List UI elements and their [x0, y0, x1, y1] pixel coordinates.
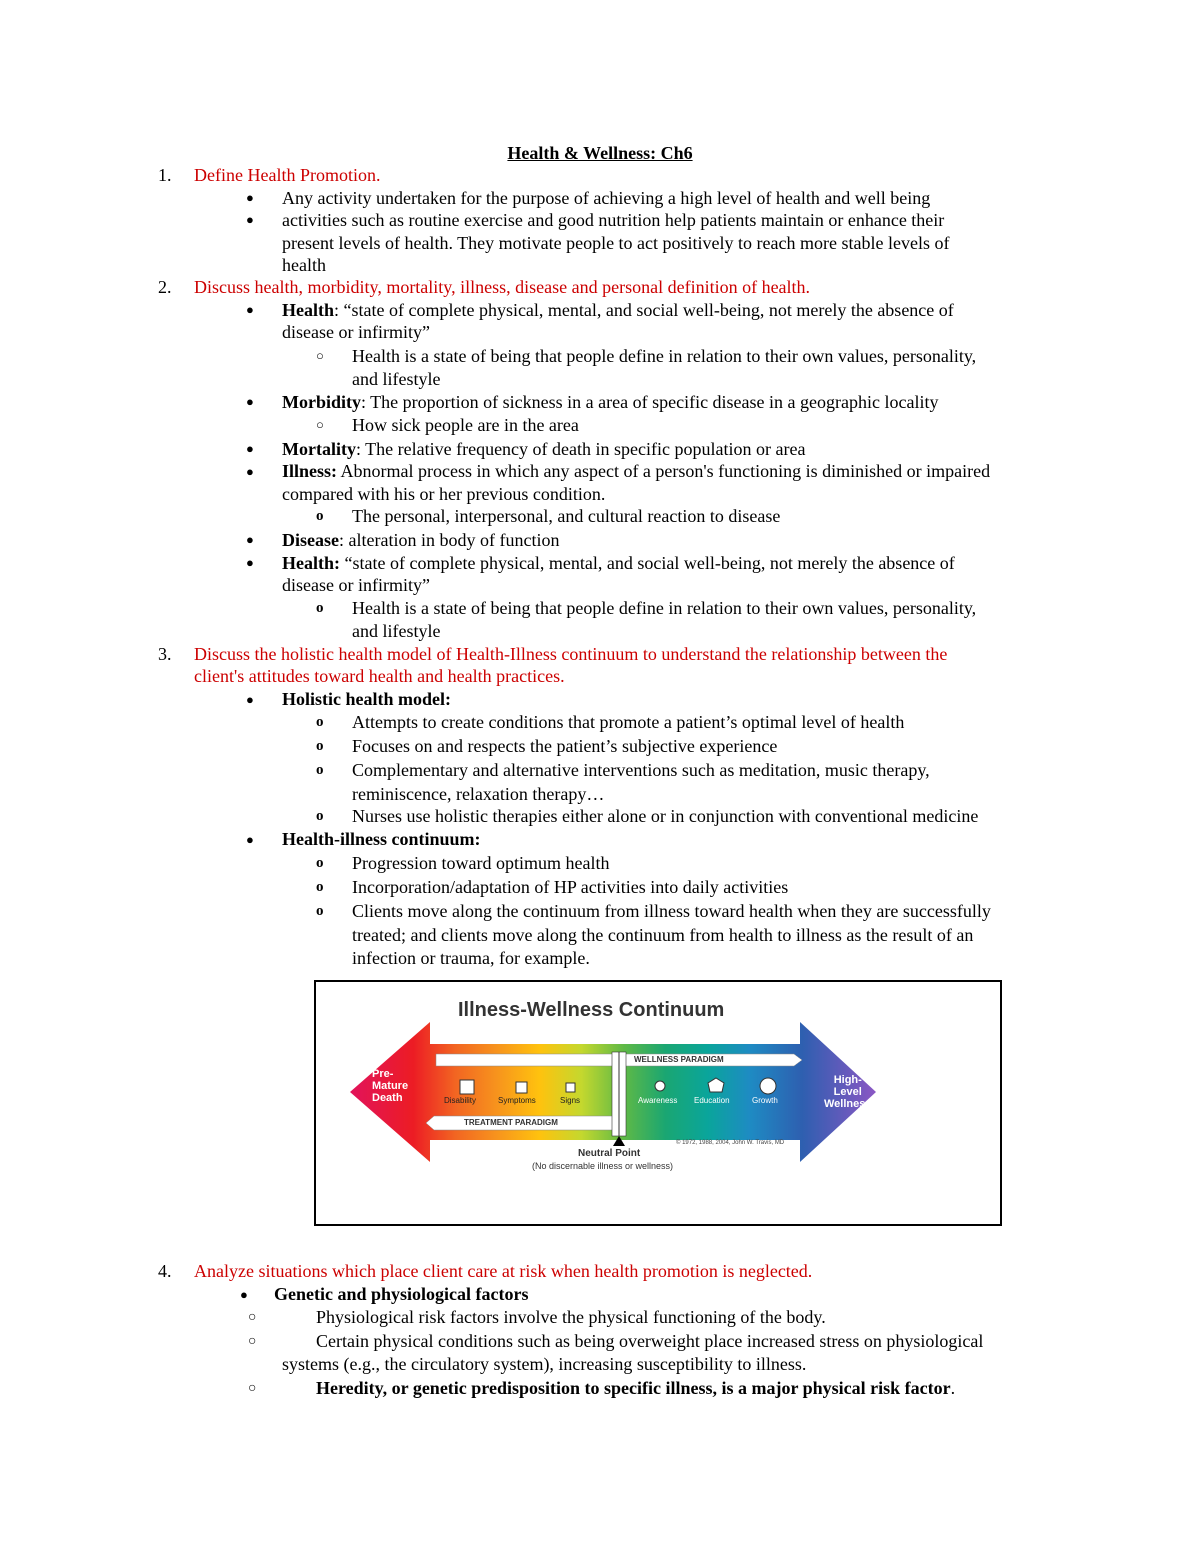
subheading-continuum: Health-illness continuum:: [282, 829, 481, 849]
circle-icon: ○: [248, 1334, 257, 1349]
sub-item-cont: treated; and clients move along the continuum from health to illness as the result of an: [352, 925, 974, 945]
left-label-line: Pre-: [372, 1068, 394, 1080]
section-number: 2.: [158, 277, 172, 297]
bullet-icon: ●: [246, 532, 254, 547]
sub-item: Complementary and alternative interventions such as meditation, music therapy,: [352, 760, 930, 780]
section-number: 3.: [158, 644, 172, 664]
right-label: [824, 1074, 872, 1110]
right-label-line: Level: [833, 1086, 862, 1098]
definition: : The relative frequency of death in specific population or area: [355, 439, 806, 459]
definition-cont: disease or infirmity”: [282, 322, 430, 342]
circle-icon: o: [316, 808, 324, 824]
heredity-end: .: [950, 1378, 956, 1398]
sub-item-cont: and lifestyle: [352, 621, 441, 641]
list-item-cont: present levels of health. They motivate people to act positively to reach more stable levels of: [282, 233, 950, 253]
heredity-text: Heredity, or genetic predisposition to specific illness, is a major physical risk factor: [316, 1378, 951, 1398]
symptoms-icon: [516, 1082, 527, 1093]
signs-icon: [566, 1083, 575, 1092]
section-heading: Define Health Promotion.: [194, 165, 381, 185]
bullet-icon: ●: [246, 555, 254, 570]
term: Health:: [282, 553, 340, 573]
awareness-icon: [655, 1081, 665, 1091]
disability-label: Disability: [444, 1096, 477, 1105]
continuum-figure: [314, 980, 1002, 1226]
definition: Abnormal process in which any aspect of a person's functioning is diminished or impaired: [337, 461, 991, 481]
bullet-icon: ●: [246, 441, 254, 456]
bullet-icon: ●: [246, 212, 254, 227]
sub-item: Health is a state of being that people define in relation to their own values, personality,: [352, 598, 977, 618]
right-label-line: High-: [833, 1074, 862, 1086]
growth-label: Growth: [752, 1096, 778, 1105]
bullet-icon: ●: [246, 190, 254, 205]
section-number: 1.: [158, 165, 172, 185]
sub-item: Nurses use holistic therapies either alone or in conjunction with conventional medicine: [352, 806, 979, 826]
sub-item: Clients move along the continuum from illness toward health when they are successfully: [352, 901, 991, 921]
sub-item-cont: and lifestyle: [352, 369, 441, 389]
list-item: activities such as routine exercise and good nutrition help patients maintain or enhance their: [282, 210, 945, 230]
sub-item-cont: systems (e.g., the circulatory system), increasing susceptibility to illness.: [282, 1354, 807, 1374]
bullet-icon: ●: [246, 394, 254, 409]
circle-icon: o: [316, 508, 324, 524]
definition-cont: compared with his or her previous condition.: [282, 484, 606, 504]
bullet-icon: ●: [246, 464, 254, 479]
signs-label: Signs: [560, 1096, 581, 1105]
circle-icon: o: [316, 600, 324, 616]
circle-icon: ○: [248, 1381, 257, 1396]
circle-icon: o: [316, 762, 324, 778]
list-item-cont: health: [282, 255, 326, 275]
definition-morbidity: [282, 391, 938, 414]
term: Illness:: [282, 461, 338, 481]
section-number: 4.: [158, 1261, 172, 1281]
sub-item: Health is a state of being that people define in relation to their own values, personality,: [352, 346, 977, 366]
growth-icon: [760, 1078, 776, 1094]
heredity-item: [316, 1377, 955, 1400]
circle-icon: o: [316, 879, 324, 895]
neutral-point-label: Neutral Point: [578, 1148, 641, 1159]
definition-cont: disease or infirmity”: [282, 575, 430, 595]
sub-item: Physiological risk factors involve the physical functioning of the body.: [316, 1307, 826, 1327]
section-heading: Discuss health, morbidity, mortality, illness, disease and personal definition of health.: [194, 277, 811, 297]
section-heading: Discuss the holistic health model of Health-Illness continuum to understand the relationship between the: [194, 644, 948, 664]
circle-icon: o: [316, 903, 324, 919]
right-label-line: Wellness: [824, 1098, 872, 1110]
sub-item: Focuses on and respects the patient’s subjective experience: [352, 736, 778, 756]
term: Health: [282, 300, 334, 320]
circle-icon: ○: [316, 417, 324, 432]
treatment-paradigm-label: TREATMENT PARADIGM: [464, 1118, 558, 1127]
definition-health: [282, 299, 954, 322]
section-heading-cont: client's attitudes toward health and health practices.: [194, 666, 565, 686]
subheading-holistic: Holistic health model:: [282, 689, 451, 709]
circle-icon: ○: [248, 1310, 257, 1325]
circle-icon: o: [316, 855, 324, 871]
copyright-note: © 1972, 1988, 2004, John W. Travis, MD: [676, 1140, 785, 1146]
subheading-genetic: Genetic and physiological factors: [274, 1284, 529, 1304]
definition-mortality: [282, 438, 805, 461]
wellness-paradigm-label: WELLNESS PARADIGM: [634, 1055, 724, 1064]
definition-illness: [282, 460, 990, 483]
term: Disease: [282, 530, 339, 550]
sub-item: How sick people are in the area: [352, 415, 579, 435]
section-heading: Analyze situations which place client care at risk when health promotion is neglected.: [194, 1261, 813, 1281]
definition-disease: [282, 529, 559, 552]
circle-icon: ○: [316, 348, 324, 363]
left-label: [372, 1068, 408, 1104]
sub-item: Incorporation/adaptation of HP activities into daily activities: [352, 877, 789, 897]
disability-icon: [460, 1080, 474, 1094]
term: Mortality: [282, 439, 356, 459]
bullet-icon: ●: [240, 1287, 248, 1302]
definition: : The proportion of sickness in a area of specific disease in a geographic locality: [361, 392, 939, 412]
term: Morbidity: [282, 392, 361, 412]
symptoms-label: Symptoms: [498, 1096, 536, 1105]
left-label-line: Mature: [372, 1080, 409, 1092]
left-label-line: Death: [372, 1092, 403, 1104]
list-item: Any activity undertaken for the purpose of achieving a high level of health and well being: [282, 188, 931, 208]
bullet-icon: ●: [246, 832, 254, 847]
circle-icon: o: [316, 738, 324, 754]
bullet-icon: ●: [246, 302, 254, 317]
sub-item-cont: reminiscence, relaxation therapy…: [352, 784, 605, 804]
sub-item: The personal, interpersonal, and cultural reaction to disease: [352, 506, 781, 526]
definition: : “state of complete physical, mental, and social well-being, not merely the absence of: [334, 300, 954, 320]
education-label: Education: [694, 1096, 730, 1105]
sub-item: Progression toward optimum health: [352, 853, 610, 873]
sub-item: Certain physical conditions such as being overweight place increased stress on physiological: [316, 1331, 984, 1351]
definition: : alteration in body of function: [339, 530, 560, 550]
figure-title: Illness-Wellness Continuum: [458, 999, 725, 1021]
definition-health-2: [282, 552, 955, 575]
definition: “state of complete physical, mental, and social well-being, not merely the absence of: [340, 553, 955, 573]
sub-item: Attempts to create conditions that promote a patient’s optimal level of health: [352, 712, 905, 732]
sub-item-cont: infection or trauma, for example.: [352, 948, 590, 968]
circle-icon: o: [316, 714, 324, 730]
bullet-icon: ●: [246, 692, 254, 707]
awareness-label: Awareness: [638, 1096, 678, 1105]
neutral-point-note: (No discernable illness or wellness): [532, 1161, 674, 1171]
page-title: Health & Wellness: Ch6: [507, 143, 693, 163]
